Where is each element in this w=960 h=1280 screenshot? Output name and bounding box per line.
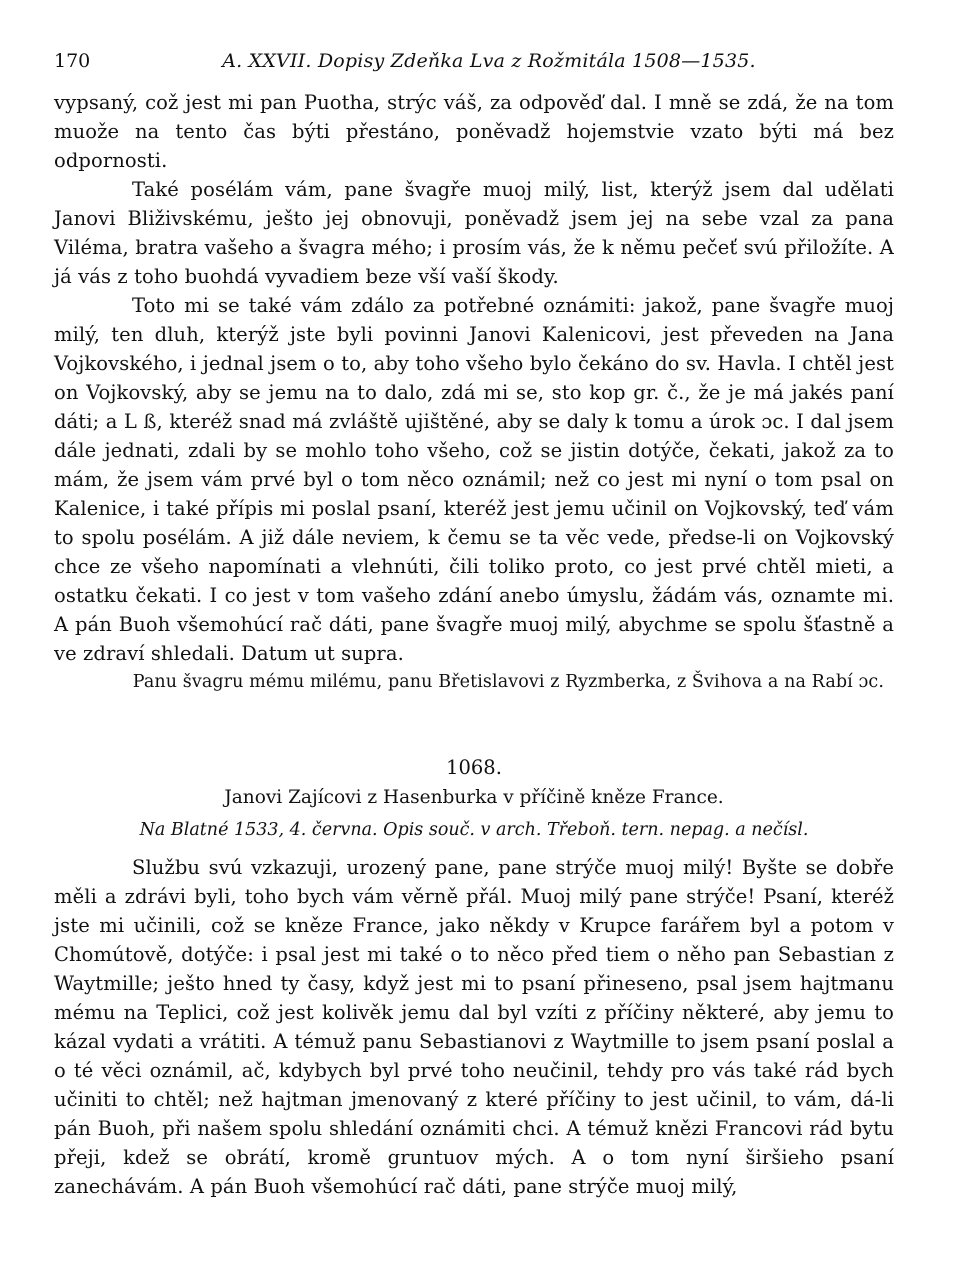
source-note: Na Blatné 1533, 4. června. Opis souč. v arch. Třeboň. tern. nepag. a nečísl. <box>139 820 809 840</box>
running-header <box>54 44 894 78</box>
section-gap <box>54 697 894 753</box>
letter-address: Panu švagru mému milému, panu Břetislavovi z Ryzmberka, z Švihova a na Rabí ɔc. <box>132 672 884 692</box>
letter-number: 1068. <box>446 756 502 779</box>
paragraph: Také posélám vám, pane švagře muoj milý, list, kterýž jsem dal udělati Janovi Bliživskému, ješto jej obnovuji, poněvadž jsem jej na sebe vzal za pana Viléma, bratra vašeho a švagra mého; i prosím vás, že k němu pečeť svú přiložíte. A já vás z toho buohdá vyvadiem beze vší vaší škody. <box>54 178 894 288</box>
paragraph: Toto mi se také vám zdálo za potřebné oznámiti: jakož, pane švagře muoj milý, ten dluh, kterýž jste byli povinni Janovi Kalenicovi, jest převeden na Jana Vojkovského, i jednal jsem o to, aby toho všeho bylo čekáno do sv. Havla. I chtěl jest on Vojkovský, aby se jemu na to dalo, zdá mi se, sto kop gr. č., že je má jakés paní dáti; a L ß, kteréž snad má zvláště ujištěné, aby se daly k tomu a úrok ɔc. I dal jsem dále jednati, zdali by se mohlo toho všeho, což se jistin dotýče, čekati, jakož za to mám, že jsem vám prvé byl o tom něco oznámil; než co jest mi nyní o tom psal on Kalenice, i také přípis mi poslal psaní, kteréž jest jemu učinil on Vojkovský, teď vám to spolu posélám. A již dále neviem, k čemu se ta věc vede, předse-li on Vojkovský chce ze všeho napomínati a vlehnúti, čili toliko proto, co jest prvé chtěl mieti, a ostatku čekati. I co jest v tom vašeho zdání anebo úmyslu, žádám vás, oznamte mi. A pán Buoh všemohúcí rač dáti, pane švagře muoj milý, abychme se spolu šťastně a ve zdraví shledali. Datum ut supra. <box>54 294 894 665</box>
running-title: A. XXVII. Dopisy Zdeňka Lva z Rožmitála 1508—1535. <box>222 50 756 72</box>
letter-heading: Janovi Zajícovi z Hasenburka v příčině kněze France. <box>224 787 724 808</box>
paragraph: vypsaný, což jest mi pan Puotha, strýc váš, za odpověď dal. I mně se zdá, že na tom muože na tento čas býti přestáno, poněvadž hojemstvie vzato býti má bez odpornosti. <box>54 91 894 172</box>
page-number: 170 <box>54 50 91 72</box>
paragraph: Službu svú vzkazuji, urozený pane, pane strýče muoj milý! Byšte se dobře měli a zdrávi byli, toho bych vám věrně přál. Muoj milý pane strýče! Psaní, kteréž jste mi učinili, což se kněze France, jako někdy v Krupce farářem byl a potom v Chomútově, dotýče: i psal jest mi také o to něco před tiem o něho pan Sebastian z Waytmille; ješto hned ty časy, když jest mi to psaní přineseno, psal jsem hajtmanu mému na Teplici, což jest kolivěk jemu dal byl vzíti z příčiny některé, aby jemu to kázal vydati a vrátiti. A témuž panu Sebastianovi z Waytmille to jsem psaní poslal a o té věci oznámil, ač, kdybych byl prvé toho neučinil, tehdy pro vás také rád bych učiniti to chtěl; než hajtman jmenovaný z které příčiny to jest učinil, to vám, dá-li pán Buoh, při našem spolu shledání oznámiti chci. A témuž knězi Francovi rád bytu přeji, kdež se obrátí, kromě gruntuov mých. A o tom nyní širšieho psaní zanechávám. A pán Buoh všemohúcí rač dáti, pane strýče muoj milý, <box>54 856 894 1198</box>
page-body <box>54 88 894 1201</box>
